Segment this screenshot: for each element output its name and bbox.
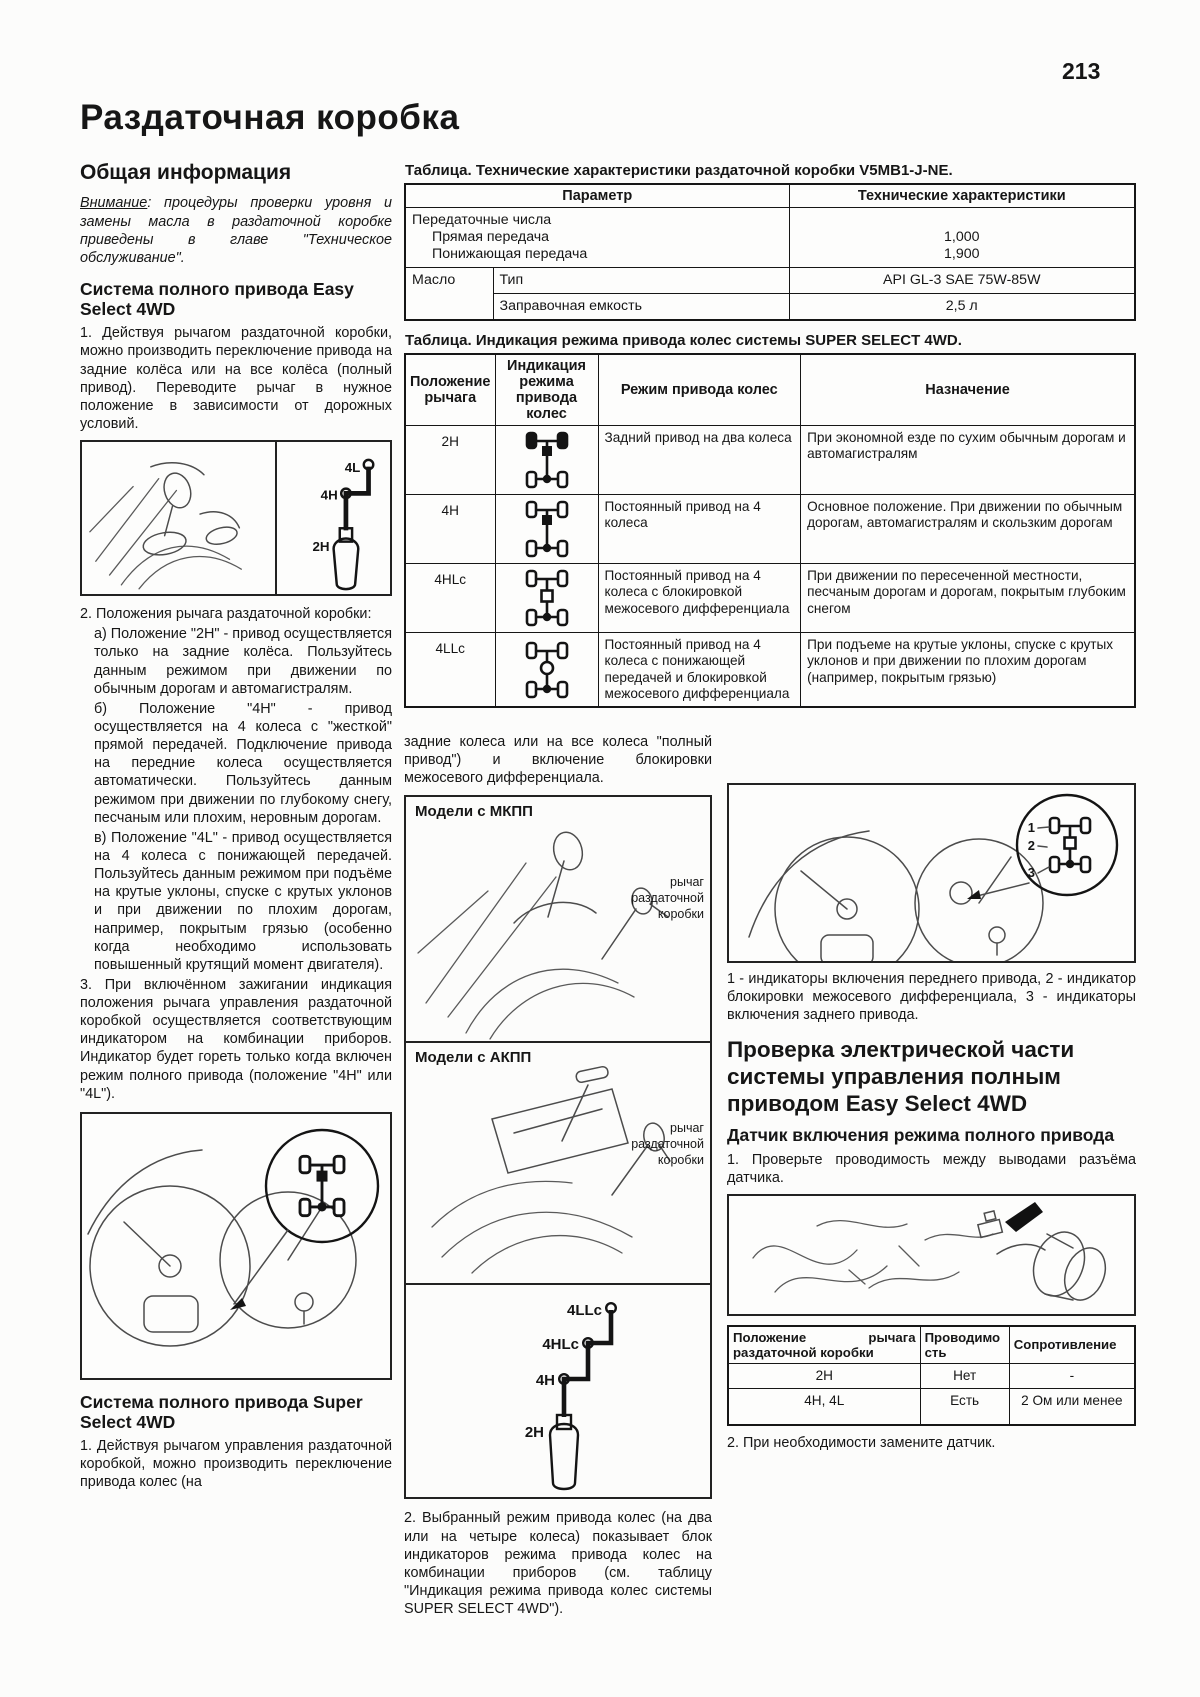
table-row bbox=[405, 354, 1135, 426]
cell-conductivity: Есть bbox=[920, 1389, 1009, 1425]
pattern-label-4llc: 4LLc bbox=[566, 1302, 602, 1320]
figure-cluster-super-select bbox=[727, 783, 1136, 963]
table-specs bbox=[404, 183, 1136, 321]
super-select-paragraph-1: 1. Действуя рычагом управления раздаточной коробкой, можно производить переключение привода колес (на bbox=[80, 1438, 392, 1491]
table-row bbox=[405, 495, 1135, 564]
low-gear-value: 1,900 bbox=[943, 246, 980, 263]
position-b: б) Положение "4Н" - привод осуществляется на 4 колеса с "жесткой" прямой передачей. Подключение привода на передние колеса осуществляется автоматически. Пользуйтесь данным режимом при движении по глубокому снегу, песчаным или плохим, неровным дорогам. bbox=[94, 700, 392, 826]
right-column bbox=[727, 737, 1136, 1454]
easy-select-heading: Система полного привода Easy Select 4WD bbox=[80, 279, 354, 320]
shift-label-4l: 4L bbox=[344, 459, 361, 475]
selected-mode-paragraph: 2. Выбранный режим привода колес (на два или на четыре колеса) показывает блок индикаторов режима привода колес на комбинации приборов (см. таблицу "Индикация режима привода колес системы SUPER SELECT 4WD"). bbox=[404, 1510, 712, 1618]
cell-position: 4H, 4L bbox=[728, 1389, 920, 1425]
callout-2: 2 bbox=[1027, 838, 1035, 853]
drivetrain-full-time-icon bbox=[495, 495, 598, 564]
pointer-arrowhead bbox=[967, 890, 981, 899]
mt-models-label: Модели с МКПП bbox=[415, 803, 533, 821]
col-header-purpose: Назначение bbox=[801, 354, 1135, 426]
table-row bbox=[728, 1389, 1135, 1425]
pattern-label-2h: 2H bbox=[524, 1424, 544, 1442]
col-header-mode: Режим привода колес bbox=[598, 354, 801, 426]
figure-sensor-location bbox=[727, 1194, 1136, 1316]
table-row bbox=[405, 426, 1135, 495]
col-header-lever-position: Положение рычага раздаточной коробки bbox=[728, 1326, 920, 1364]
cell-conductivity: Нет bbox=[920, 1364, 1009, 1389]
cell-mode: Задний привод на два колеса bbox=[598, 426, 801, 495]
low-gear-label: Понижающая передача bbox=[432, 246, 588, 263]
drivetrain-rear-drive-icon bbox=[495, 426, 598, 495]
table2-caption: Таблица. Индикация режима привода колес системы SUPER SELECT 4WD. bbox=[405, 332, 962, 350]
pattern-label-4hlc: 4HLc bbox=[542, 1336, 579, 1354]
easy-select-paragraph-1: 1. Действуя рычагом раздаточной коробки, можно производить переключение привода на задние колёса или на все колёса (полный привод). Переводите рычаг в нужное положение в зависимости от дорожных условий. bbox=[80, 325, 392, 432]
cell-gear-ratios bbox=[405, 208, 789, 268]
super-select-shift-pattern bbox=[406, 1285, 710, 1497]
cell-mode: Постоянный привод на 4 колеса с понижающей передачей и блокировкой межосевого дифференциала bbox=[598, 633, 801, 708]
cell-oil-capacity-value: 2,5 л bbox=[789, 294, 1135, 321]
table-row bbox=[405, 184, 1135, 208]
callout-1: 1 bbox=[1027, 820, 1035, 835]
electrical-check-heading: Проверка электрической части системы управления полным приводом Easy Select 4WD bbox=[727, 1037, 1075, 1117]
notice-paragraph bbox=[80, 194, 392, 267]
table-row bbox=[728, 1364, 1135, 1389]
cell-resistance: 2 Ом или менее bbox=[1009, 1389, 1135, 1425]
figure-mt-models bbox=[406, 797, 710, 1043]
drivetrain-indicator-icon bbox=[300, 1156, 344, 1215]
table-drive-modes bbox=[404, 353, 1136, 708]
figure-at-models bbox=[406, 1043, 710, 1285]
cell-resistance: - bbox=[1009, 1364, 1135, 1389]
direct-gear-value: 1,000 bbox=[943, 229, 980, 246]
notice-text: : процедуры проверки уровня и замены масла в раздаточной коробке приведены в главе "Техническое обслуживание". bbox=[80, 195, 392, 266]
figure-cluster-easy-select bbox=[80, 1112, 392, 1380]
table-row bbox=[405, 208, 1135, 268]
shift-pattern-pane bbox=[277, 442, 390, 594]
cell-mode: Постоянный привод на 4 колеса bbox=[598, 495, 801, 564]
transfer-lever-label: рычаг раздаточной коробки bbox=[631, 1121, 704, 1167]
figure-super-select-pattern bbox=[406, 1285, 710, 1497]
sensor-heading: Датчик включения режима полного привода bbox=[727, 1125, 1115, 1146]
table-sensor-check bbox=[727, 1325, 1136, 1426]
page-number: 213 bbox=[1062, 58, 1101, 84]
cell-oil-type-label: Тип bbox=[493, 268, 789, 294]
cell-oil: Масло bbox=[405, 268, 493, 321]
col-header-position: Положение рычага bbox=[405, 354, 495, 426]
sensor-sketch bbox=[729, 1196, 1134, 1314]
col-header-value: Технические характеристики bbox=[789, 184, 1135, 208]
transfer-lever-label: рычаг раздаточной коробки bbox=[631, 875, 704, 921]
cell-purpose: При движении по пересеченной местности, песчаным дорогам и дорогам, покрытым глубоким снегом bbox=[801, 564, 1135, 633]
page-title: Раздаточная коробка bbox=[80, 98, 460, 137]
console-sketch bbox=[82, 442, 275, 594]
tables-zone bbox=[404, 162, 1136, 708]
table-row bbox=[405, 564, 1135, 633]
direct-gear-label: Прямая передача bbox=[432, 229, 550, 246]
cell-oil-type-value: API GL-3 SAE 75W-85W bbox=[789, 268, 1135, 294]
cell-mode: Постоянный привод на 4 колеса с блокировкой межосевого дифференциала bbox=[598, 564, 801, 633]
table-row bbox=[728, 1326, 1135, 1364]
figure-lever-locations bbox=[404, 795, 712, 1499]
gear-group-label: Передаточные числа bbox=[412, 212, 552, 228]
table-row bbox=[405, 294, 1135, 321]
figure-easy-select-lever bbox=[80, 440, 392, 596]
cell-position: 2H bbox=[728, 1364, 920, 1389]
col-header-conductivity: Проводимость bbox=[920, 1326, 1009, 1364]
general-info-heading: Общая информация bbox=[80, 161, 292, 184]
sensor-step-2: 2. При необходимости замените датчик. bbox=[727, 1434, 996, 1451]
col-header-resistance: Сопротивление bbox=[1009, 1326, 1135, 1364]
shift-label-2h: 2H bbox=[312, 538, 330, 554]
drivetrain-low-lock-icon bbox=[495, 633, 598, 708]
drivetrain-indicator-icon bbox=[1050, 818, 1090, 872]
positions-intro: 2. Положения рычага раздаточной коробки: bbox=[80, 606, 372, 623]
at-models-label: Модели с АКПП bbox=[415, 1049, 532, 1067]
cell-purpose: Основное положение. При движении по обычным дорогам, автомагистралям и скользким дорогам bbox=[801, 495, 1135, 564]
cell-position: 4H bbox=[405, 495, 495, 564]
sensor-step-1: 1. Проверьте проводимость между выводами разъёма датчика. bbox=[727, 1151, 1136, 1186]
position-a: а) Положение "2Н" - привод осуществляется только на задние колёса. Пользуйтесь данным режимом при движении по обычным дорогам и автомагистралям. bbox=[94, 626, 392, 697]
cell-gear-values bbox=[789, 208, 1135, 268]
cell-position: 4HLc bbox=[405, 564, 495, 633]
cluster-drawing bbox=[729, 785, 1134, 961]
position-c: в) Положение "4L" - привод осуществляется на 4 колеса с понижающей передачей. Пользуйтесь данным режимом при подъёме на крутые уклоны, спуске с крутых уклонов и при движении по плохим дорогам, например, покрытым грязью (особенно когда необходимо использовать повышенный крутящий момент двигателя). bbox=[94, 829, 392, 973]
cluster-drawing bbox=[82, 1114, 390, 1378]
table1-caption: Таблица. Технические характеристики раздаточной коробки V5MB1-J-NE. bbox=[405, 162, 953, 179]
cluster-caption: 1 - индикаторы включения переднего привода, 2 - индикатор блокировки межосевого дифференциала, 3 - индикаторы включения заднего привода. bbox=[727, 971, 1136, 1024]
cell-position: 2H bbox=[405, 426, 495, 495]
notice-label: Внимание bbox=[80, 195, 148, 212]
shift-label-4h: 4H bbox=[320, 487, 338, 503]
item-3: 3. При включённом зажигании индикация положения рычага управления раздаточной коробкой осуществляется соответствующим индикатором на комбинации приборов. Индикатор будет гореть только когда включен режим полного привода (положение "4Н" или "4L"). bbox=[80, 976, 392, 1102]
cell-purpose: При экономной езде по сухим обычным дорогам и автомагистралям bbox=[801, 426, 1135, 495]
col-header-indication: Индикация режима привода колес bbox=[495, 354, 598, 426]
table-row bbox=[405, 268, 1135, 294]
console-sketch-pane bbox=[82, 442, 277, 594]
continuation-paragraph: задние колеса или на все колеса "полный привод") и включение блокировки межосевого дифференциала. bbox=[404, 734, 712, 787]
cell-position: 4LLc bbox=[405, 633, 495, 708]
middle-column bbox=[404, 733, 712, 1620]
callout-3: 3 bbox=[1027, 865, 1035, 880]
cell-purpose: При подъеме на крутые уклоны, спуске с крутых уклонов и при движении по плохим дорогам (например, покрытым грязью) bbox=[801, 633, 1135, 708]
drivetrain-center-lock-icon bbox=[495, 564, 598, 633]
cell-oil-capacity-label: Заправочная емкость bbox=[493, 294, 789, 321]
table-row bbox=[405, 633, 1135, 708]
pattern-label-4h: 4H bbox=[535, 1372, 555, 1390]
arrow-icon bbox=[1005, 1202, 1043, 1232]
super-select-heading: Система полного привода Super Select 4WD bbox=[80, 1391, 363, 1433]
left-column bbox=[80, 160, 392, 1494]
easy-select-shift-pattern bbox=[277, 442, 390, 594]
col-header-param: Параметр bbox=[405, 184, 789, 208]
